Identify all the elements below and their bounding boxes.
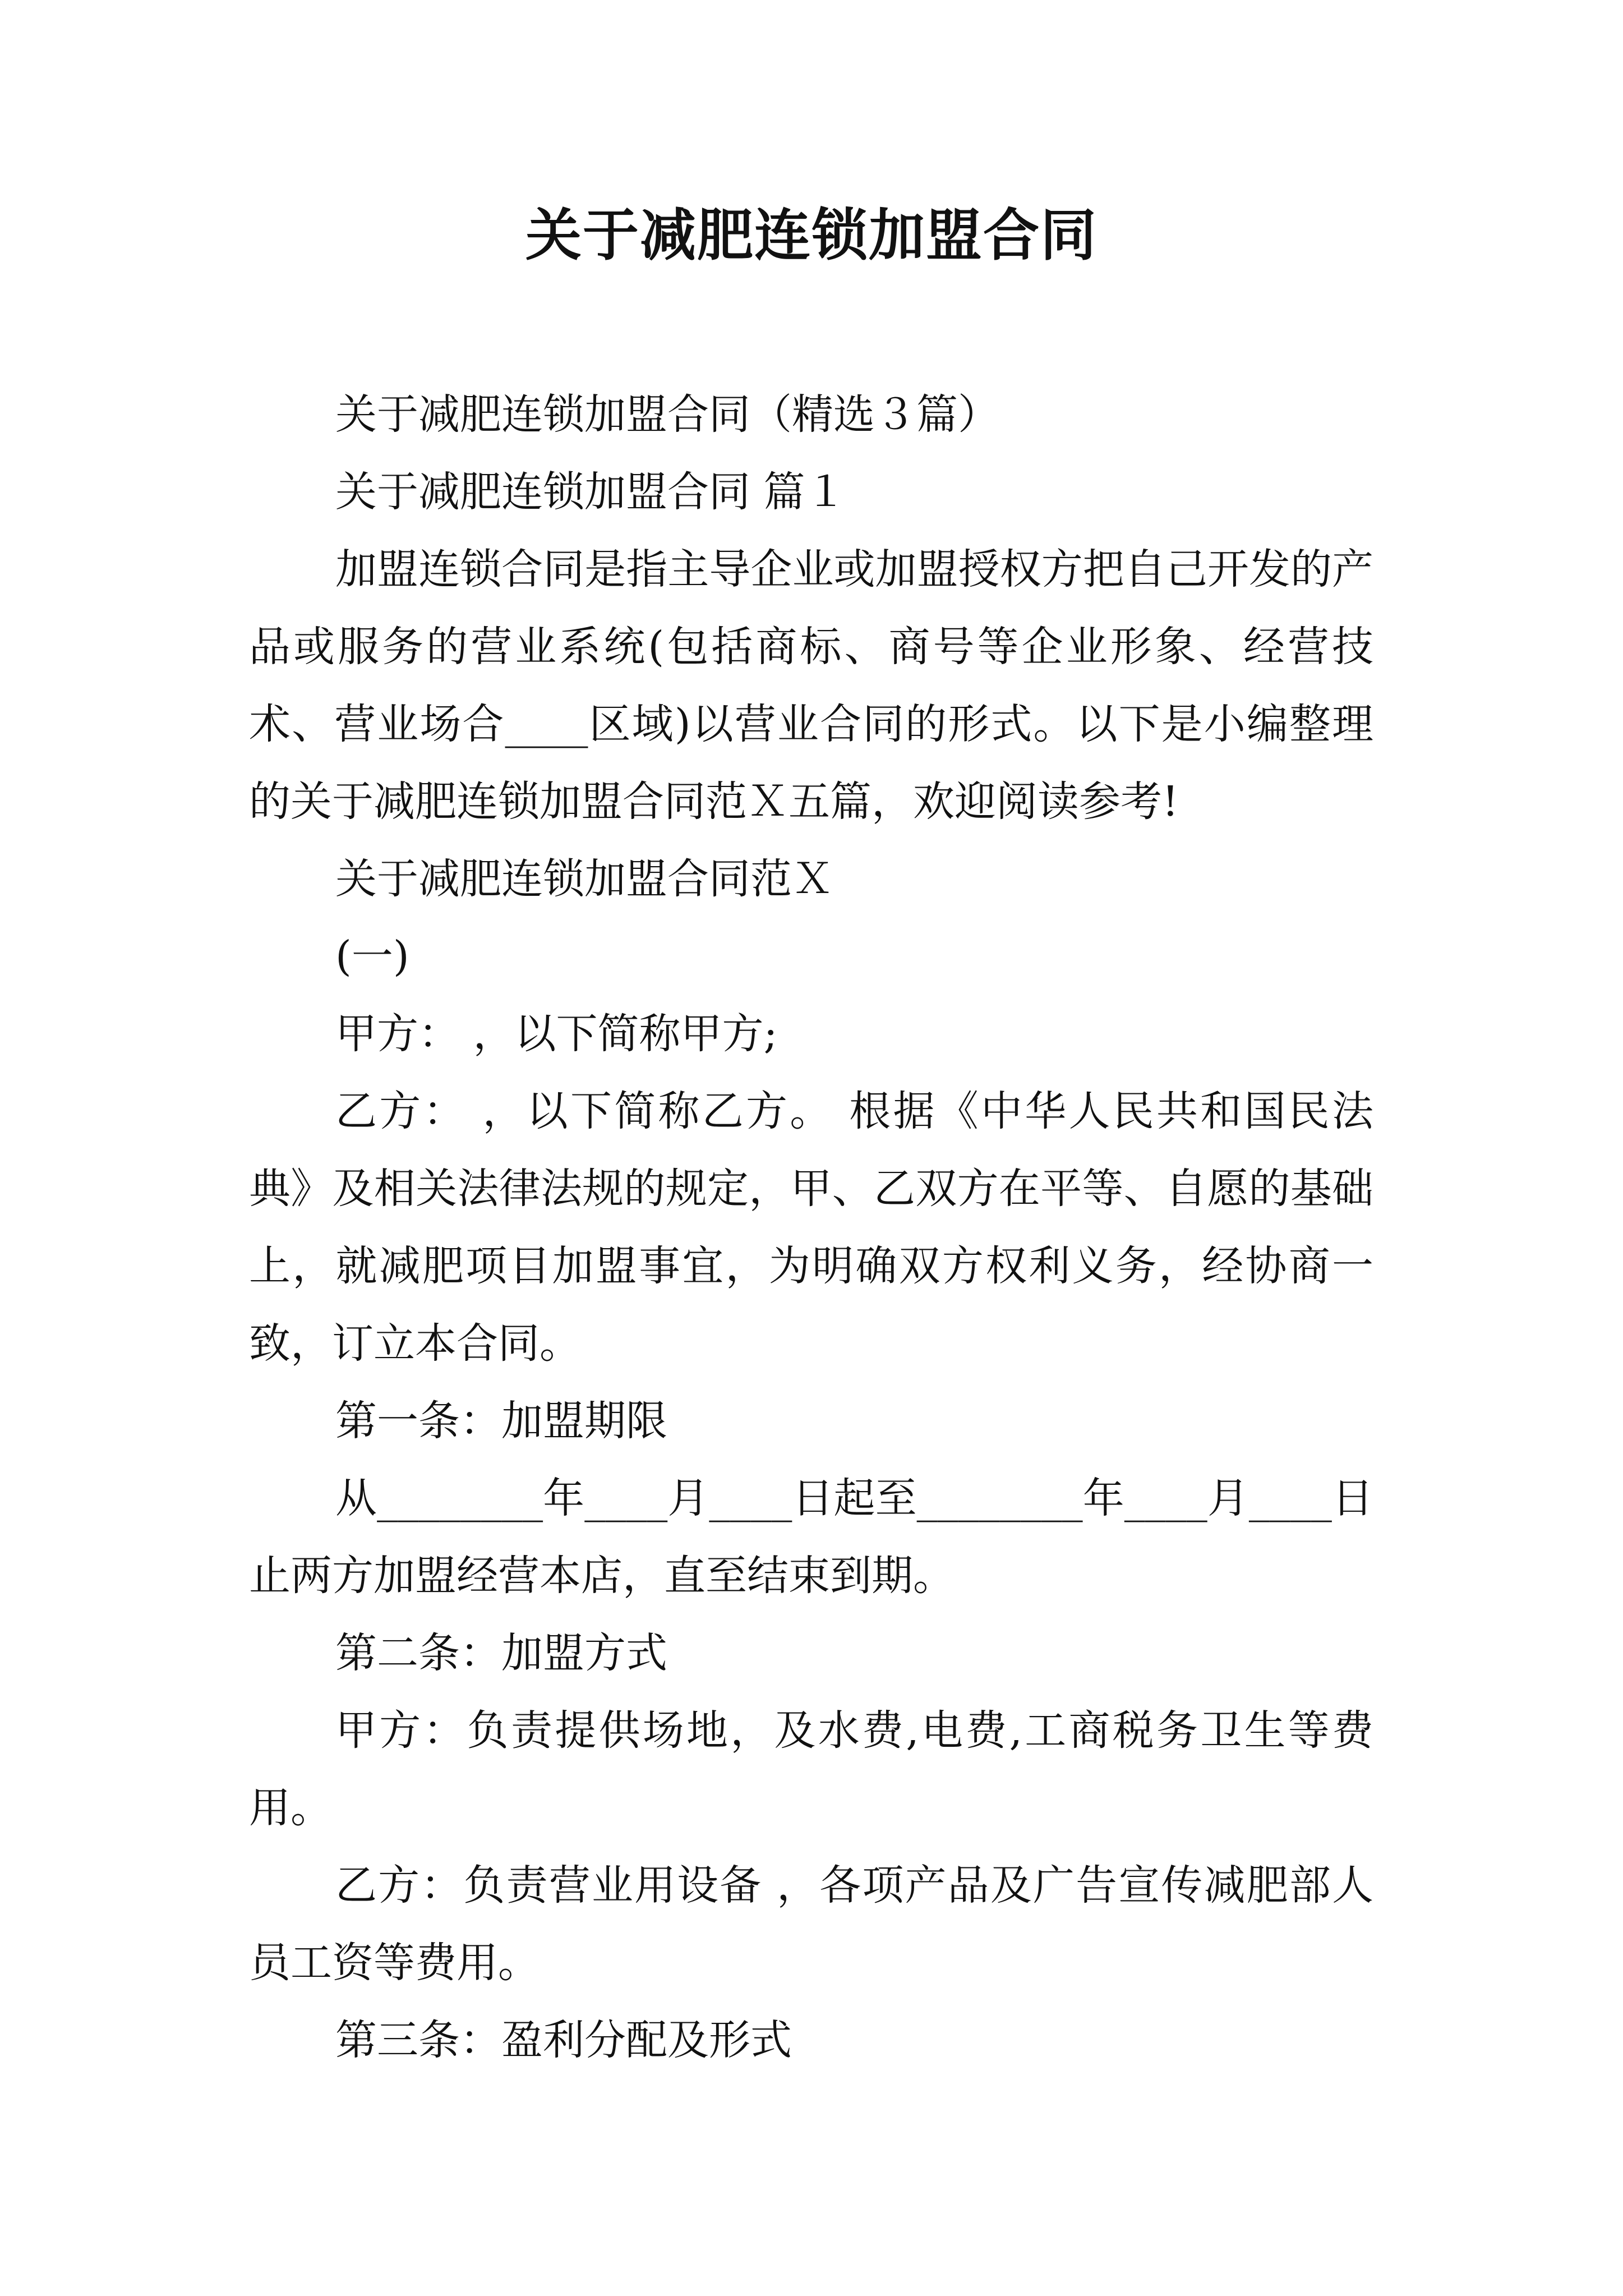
article-1-heading: 第一条：加盟期限 [335,1397,667,1445]
article-2-heading: 第二条：加盟方式 [335,1629,667,1677]
article-3-heading: 第三条：盈利分配及形式 [335,2016,792,2064]
document-title: 关于减肥连锁加盟合同 [525,203,1098,268]
article-1-text: 从________年____月____日起至________年____月____日止两方加盟经营本店，直至结束到期。 [249,1474,1373,1600]
section-number: (一) [335,932,409,981]
intro-paragraph: 加盟连锁合同是指主导企业或加盟授权方把自己开发的产品或服务的营业系统(包括商标、商号等企业形象、经营技术、营业场合____区域)以营业合同的形式。以下是小编整理的关于减肥连锁加盟合同范Ｘ五篇，欢迎阅读参考! [249,545,1373,826]
article-2-party-b: 乙方：负责营业用设备 ，各项产品及广告宣传减肥部人员工资等费用。 [249,1861,1373,1987]
party-b-paragraph: 乙方： ，以下简称乙方。 根据《中华人民共和国民法典》及相关法律法规的规定，甲、乙双方在平等、自愿的基础上，就减肥项目加盟事宜，为明确双方权利义务，经协商一致，订立本合同。 [249,1087,1373,1368]
sample-heading: 关于减肥连锁加盟合同范Ｘ [335,855,833,903]
article-2-party-a: 甲方：负责提供场地，及水费,电费,工商税务卫生等费用。 [249,1706,1373,1832]
chapter-heading: 关于减肥连锁加盟合同 篇１ [335,468,847,516]
collection-heading: 关于减肥连锁加盟合同（精选３篇） [335,390,999,439]
document-body [249,376,1373,2079]
party-a-line: 甲方： ，以下简称甲方; [335,1010,778,1058]
